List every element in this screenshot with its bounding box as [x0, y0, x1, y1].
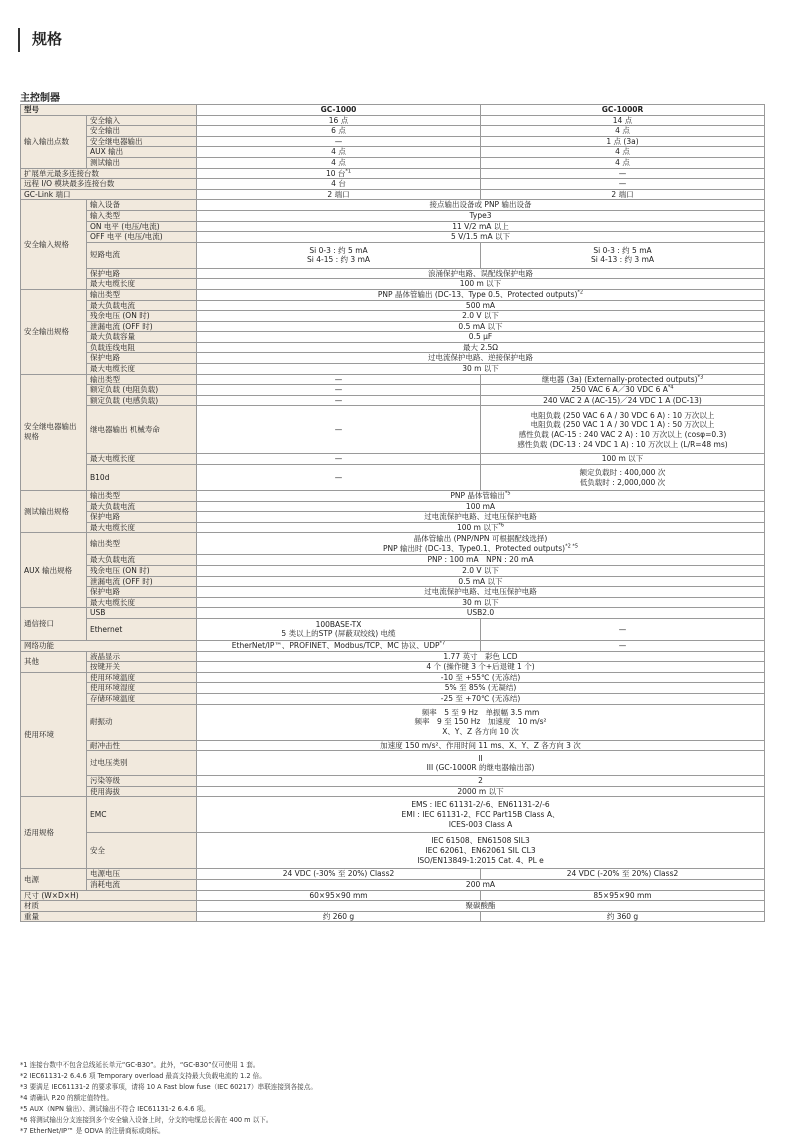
table-row — [21, 300, 765, 311]
row-label: 安全输入 — [87, 115, 197, 126]
table-row — [21, 512, 765, 523]
footnote: *5 AUX（NPN 输出）、测试输出不符合 IEC61131-2 6.4.6 项。 — [20, 1105, 210, 1113]
cell-both: 30 m 以下 — [197, 597, 765, 608]
cell-both: 过电流保护电路、过电压保护电路 — [197, 512, 765, 523]
table-row — [21, 200, 765, 211]
table-row — [21, 126, 765, 137]
cell-a: 16 点 — [197, 115, 481, 126]
cell-both: 5% 至 85% (无凝结) — [197, 683, 765, 694]
cell-both: 接点输出设备或 PNP 输出设备 — [197, 200, 765, 211]
row-label: 污染等级 — [87, 776, 197, 787]
group-label: 输入输出点数 — [21, 115, 87, 168]
row-label: 输出类型 — [87, 374, 197, 385]
table-row — [21, 242, 765, 268]
cell-b: 14 点 — [481, 115, 765, 126]
cell-b: — — [481, 168, 765, 179]
table-row — [21, 179, 765, 190]
row-label: 安全输出 — [87, 126, 197, 137]
cell-a: 60×95×90 mm — [197, 890, 481, 901]
row-label: 保护电路 — [87, 587, 197, 598]
row-label: 尺寸 (W×D×H) — [21, 890, 197, 901]
row-label: 泄漏电流 (OFF 时) — [87, 321, 197, 332]
row-label: 继电器输出 机械寿命 — [87, 406, 197, 454]
section-title: 主控制器 — [20, 93, 60, 104]
row-label: 网络功能 — [21, 640, 197, 651]
cell-b: 4 点 — [481, 126, 765, 137]
cell-both: 1.77 英寸 彩色 LCD — [197, 651, 765, 662]
cell-a: — — [197, 374, 481, 385]
footnote: *3 要满足 IEC61131-2 的要求事项，请将 10 A Fast blow fuse（IEC 60217）串联连接到各接点。 — [20, 1083, 317, 1091]
group-label: 电源 — [21, 869, 87, 890]
group-label: 安全输入规格 — [21, 200, 87, 290]
row-label: 最大负载容量 — [87, 332, 197, 343]
cell-b: 250 VAC 6 A／30 VDC 6 $A^{*4}$ — [481, 385, 765, 396]
group-label: 安全输出规格 — [21, 289, 87, 374]
cell-both: 100 m 以下$^{*6}$ — [197, 522, 765, 533]
cell-b: 4 点 — [481, 157, 765, 168]
row-label: 负载连线电阻 — [87, 342, 197, 353]
cell-both: -10 至 +55℃ (无冻结) — [197, 672, 765, 683]
cell-both: 2 — [197, 776, 765, 787]
cell-both: EMS : IEC 61131-2/-6、EN61131-2/-6 EMI : IEC 61131-2、FCC Part15B Class A、 ICES-003 Class A — [197, 797, 765, 833]
row-label: 额定负载 (电感负载) — [87, 395, 197, 406]
table-row — [21, 693, 765, 704]
group-label: 适用规格 — [21, 797, 87, 869]
table-row — [21, 597, 765, 608]
cell-b: 额定负载时 : 400,000 次 低负载时 : 2,000,000 次 — [481, 465, 765, 491]
footnote: *6 将测试输出分支连接到多个安全输入设备上时，分支的电缆总长需在 400 m 以下。 — [20, 1116, 273, 1124]
table-row — [21, 797, 765, 833]
table-row — [21, 879, 765, 890]
model-a: GC-1000 — [197, 105, 481, 116]
cell-both: 11 V/2 mA 以上 — [197, 221, 765, 232]
table-row — [21, 501, 765, 512]
footnote: *1 连接台数中不包含总线延长单元“GC-B30”。此外，“GC-B30”仅可使用 1 套。 — [20, 1061, 260, 1069]
page-title: 规格 — [32, 30, 63, 48]
group-label: 使用环境 — [21, 672, 87, 797]
row-label: 远程 I/O 模块最多连接台数 — [21, 179, 197, 190]
cell-both: 100 m 以下 — [197, 279, 765, 290]
row-label: B10d — [87, 465, 197, 491]
table-row — [21, 465, 765, 491]
row-label: 输入类型 — [87, 210, 197, 221]
cell-both: Type3 — [197, 210, 765, 221]
row-label: GC-Link 端口 — [21, 189, 197, 200]
table-row — [21, 618, 765, 640]
cell-a: Si 0-3 : 约 5 mA Si 4-15 : 约 3 mA — [197, 242, 481, 268]
cell-b: 1 点 (3a) — [481, 136, 765, 147]
table-row — [21, 576, 765, 587]
table-row — [21, 566, 765, 577]
table-row — [21, 342, 765, 353]
table-row — [21, 374, 765, 385]
row-label: 过电压类别 — [87, 751, 197, 776]
cell-both: PNP 晶体管输出$^{*5}$ — [197, 491, 765, 502]
cell-b: — — [481, 179, 765, 190]
cell-both: 5 V/1.5 mA 以下 — [197, 232, 765, 243]
cell-b: 继电器 (3a) (Externally-protected outputs)$^{*3}$ — [481, 374, 765, 385]
table-row — [21, 311, 765, 322]
table-row — [21, 751, 765, 776]
group-label: 测试输出规格 — [21, 491, 87, 533]
table-row — [21, 321, 765, 332]
row-label: 最大电缆长度 — [87, 522, 197, 533]
row-label: 保护电路 — [87, 512, 197, 523]
table-row — [21, 454, 765, 465]
row-label: 安全 — [87, 833, 197, 869]
footnote: *7 EtherNet/IP™ 是 ODVA 的注册商标或商标。 — [20, 1127, 165, 1135]
model-label: 型号 — [21, 105, 197, 116]
row-label: 泄漏电流 (OFF 时) — [87, 576, 197, 587]
cell-a: 4 台 — [197, 179, 481, 190]
table-row — [21, 683, 765, 694]
cell-both: 0.5 mA 以下 — [197, 321, 765, 332]
table-row — [21, 672, 765, 683]
row-label: 保护电路 — [87, 353, 197, 364]
table-row — [21, 890, 765, 901]
cell-a: — — [197, 395, 481, 406]
row-label: 耐振动 — [87, 704, 197, 740]
table-row — [21, 189, 765, 200]
cell-a: EtherNet/IP™、PROFINET、Modbus/TCP、MC 协议、UDP$^{*7}$ — [197, 640, 481, 651]
footnotes — [20, 1060, 317, 1137]
cell-b: — — [481, 640, 765, 651]
group-label: 安全继电器输出 规格 — [21, 374, 87, 490]
row-label: 使用环境湿度 — [87, 683, 197, 694]
row-label: USB — [87, 608, 197, 619]
table-row — [21, 911, 765, 922]
cell-both: -25 至 +70℃ (无冻结) — [197, 693, 765, 704]
row-label: 残余电压 (ON 时) — [87, 311, 197, 322]
table-row — [21, 147, 765, 158]
cell-b: 24 VDC (-20% 至 20%) Class2 — [481, 869, 765, 880]
table-row — [21, 640, 765, 651]
cell-a: 4 点 — [197, 157, 481, 168]
table-row — [21, 115, 765, 126]
table-row — [21, 157, 765, 168]
row-label: 输出类型 — [87, 491, 197, 502]
cell-b: 100 m 以下 — [481, 454, 765, 465]
cell-both: 30 m 以下 — [197, 364, 765, 375]
cell-b: 电阻负载 (250 VAC 6 A / 30 VDC 6 A) : 10 万次以上 电阻负载 (250 VAC 1 A / 30 VDC 1 A) : 50 万次以上 感性负载 (AC-15 : 240 VAC 2 A) : 10 万次以上 (cosφ=0.3) 感性负载 (DC-13 : 24 VDC 1 A) : 10 万次以上 (L/R=48 ms) — [481, 406, 765, 454]
row-label: 电源电压 — [87, 869, 197, 880]
cell-a: — — [197, 465, 481, 491]
group-label: 其他 — [21, 651, 87, 672]
row-label: 使用海拔 — [87, 786, 197, 797]
spec-table — [20, 104, 765, 922]
cell-a: — — [197, 454, 481, 465]
table-row — [21, 232, 765, 243]
table-row — [21, 279, 765, 290]
cell-b: 2 端口 — [481, 189, 765, 200]
row-label: 重量 — [21, 911, 197, 922]
cell-both: 频率 5 至 9 Hz 单振幅 3.5 mm 频率 9 至 150 Hz 加速度 10 m/s² X、Y、Z 各方向 10 次 — [197, 704, 765, 740]
cell-both: 晶体管输出 (PNP/NPN 可根据配线选择) PNP 输出时 (DC-13、Type0.1、Protected outputs)$^{*2 *5}$ — [197, 533, 765, 555]
cell-b: Si 0-3 : 约 5 mA Si 4-13 : 约 3 mA — [481, 242, 765, 268]
model-b: GC-1000R — [481, 105, 765, 116]
cell-a: 10 台$^{*1}$ — [197, 168, 481, 179]
row-label: 保护电路 — [87, 268, 197, 279]
cell-b: 240 VAC 2 A (AC-15)／24 VDC 1 A (DC-13) — [481, 395, 765, 406]
table-row — [21, 289, 765, 300]
cell-both: 2.0 V 以下 — [197, 566, 765, 577]
table-row — [21, 491, 765, 502]
row-label: 材质 — [21, 901, 197, 912]
cell-both: 4 个 (操作键 3 个+后退键 1 个) — [197, 662, 765, 673]
row-label: 扩展单元最多连接台数 — [21, 168, 197, 179]
cell-a: 2 端口 — [197, 189, 481, 200]
cell-both: PNP 晶体管输出 (DC-13、Type 0.5、Protected outputs)$^{*2}$ — [197, 289, 765, 300]
cell-both: 200 mA — [197, 879, 765, 890]
cell-a: 6 点 — [197, 126, 481, 137]
cell-both: 聚碳酸酯 — [197, 901, 765, 912]
table-row — [21, 168, 765, 179]
row-label: 输出类型 — [87, 289, 197, 300]
row-label: 最大电缆长度 — [87, 454, 197, 465]
row-label: OFF 电平 (电压/电流) — [87, 232, 197, 243]
row-label: ON 电平 (电压/电流) — [87, 221, 197, 232]
cell-both: 最大 2.5Ω — [197, 342, 765, 353]
row-label: 残余电压 (ON 时) — [87, 566, 197, 577]
table-row — [21, 587, 765, 598]
row-label: 消耗电流 — [87, 879, 197, 890]
row-label: 按键开关 — [87, 662, 197, 673]
footnote: *4 请确认 P.20 的额定值特性。 — [20, 1094, 114, 1102]
row-label: Ethernet — [87, 618, 197, 640]
row-label: 耐冲击性 — [87, 740, 197, 751]
table-row — [21, 740, 765, 751]
cell-both: 2.0 V 以下 — [197, 311, 765, 322]
row-label: 最大负载电流 — [87, 300, 197, 311]
table-row — [21, 833, 765, 869]
row-label: 最大电缆长度 — [87, 364, 197, 375]
table-row — [21, 533, 765, 555]
row-label: 最大电缆长度 — [87, 597, 197, 608]
cell-both: 500 mA — [197, 300, 765, 311]
table-row — [21, 395, 765, 406]
page-title-bar — [18, 28, 62, 52]
cell-both: 100 mA — [197, 501, 765, 512]
table-row — [21, 364, 765, 375]
table-row — [21, 385, 765, 396]
table-row — [21, 406, 765, 454]
table-row — [21, 522, 765, 533]
table-row — [21, 786, 765, 797]
row-label: 最大负载电流 — [87, 555, 197, 566]
cell-a: 24 VDC (-30% 至 20%) Class2 — [197, 869, 481, 880]
cell-both: II III (GC-1000R 的继电器输出部) — [197, 751, 765, 776]
footnote: *2 IEC61131-2 6.4.6 项 Temporary overload 最高支持最大负载电流的 1.2 倍。 — [20, 1072, 266, 1080]
cell-b: 85×95×90 mm — [481, 890, 765, 901]
row-label: 输出类型 — [87, 533, 197, 555]
row-label: 输入设备 — [87, 200, 197, 211]
table-row — [21, 901, 765, 912]
table-row — [21, 608, 765, 619]
table-row — [21, 651, 765, 662]
row-label: 额定负载 (电阻负载) — [87, 385, 197, 396]
cell-both: IEC 61508、EN61508 SIL3 IEC 62061、EN62061 SIL CL3 ISO/EN13849-1:2015 Cat. 4、PL e — [197, 833, 765, 869]
row-label: AUX 输出 — [87, 147, 197, 158]
cell-a: 100BASE-TX 5 类以上的STP (屏蔽双绞线) 电缆 — [197, 618, 481, 640]
table-row — [21, 332, 765, 343]
table-row — [21, 268, 765, 279]
table-row — [21, 869, 765, 880]
table-row — [21, 555, 765, 566]
cell-both: 2000 m 以下 — [197, 786, 765, 797]
model-row — [21, 105, 765, 116]
table-row — [21, 662, 765, 673]
row-label: 使用环境温度 — [87, 672, 197, 683]
table-row — [21, 210, 765, 221]
cell-both: 过电流保护电路、过电压保护电路 — [197, 587, 765, 598]
group-label: AUX 输出规格 — [21, 533, 87, 608]
cell-a: 4 点 — [197, 147, 481, 158]
row-label: 测试输出 — [87, 157, 197, 168]
cell-both: 过电流保护电路、逆接保护电路 — [197, 353, 765, 364]
table-row — [21, 221, 765, 232]
row-label: 安全继电器输出 — [87, 136, 197, 147]
cell-a: — — [197, 385, 481, 396]
group-label: 通信接口 — [21, 608, 87, 641]
table-row — [21, 776, 765, 787]
row-label: 液晶显示 — [87, 651, 197, 662]
row-label: 最大负载电流 — [87, 501, 197, 512]
cell-a: — — [197, 406, 481, 454]
cell-both: 0.5 μF — [197, 332, 765, 343]
row-label: 短路电流 — [87, 242, 197, 268]
cell-a: 约 260 g — [197, 911, 481, 922]
cell-both: 0.5 mA 以下 — [197, 576, 765, 587]
cell-b: — — [481, 618, 765, 640]
cell-a: — — [197, 136, 481, 147]
row-label: 存储环境温度 — [87, 693, 197, 704]
row-label: 最大电缆长度 — [87, 279, 197, 290]
cell-both: 浪涌保护电路、误配线保护电路 — [197, 268, 765, 279]
cell-both: 加速度 150 m/s²、作用时间 11 ms、X、Y、Z 各方向 3 次 — [197, 740, 765, 751]
cell-both: USB2.0 — [197, 608, 765, 619]
cell-b: 4 点 — [481, 147, 765, 158]
table-row — [21, 353, 765, 364]
table-row — [21, 136, 765, 147]
cell-both: PNP : 100 mA NPN : 20 mA — [197, 555, 765, 566]
table-row — [21, 704, 765, 740]
row-label: EMC — [87, 797, 197, 833]
cell-b: 约 360 g — [481, 911, 765, 922]
